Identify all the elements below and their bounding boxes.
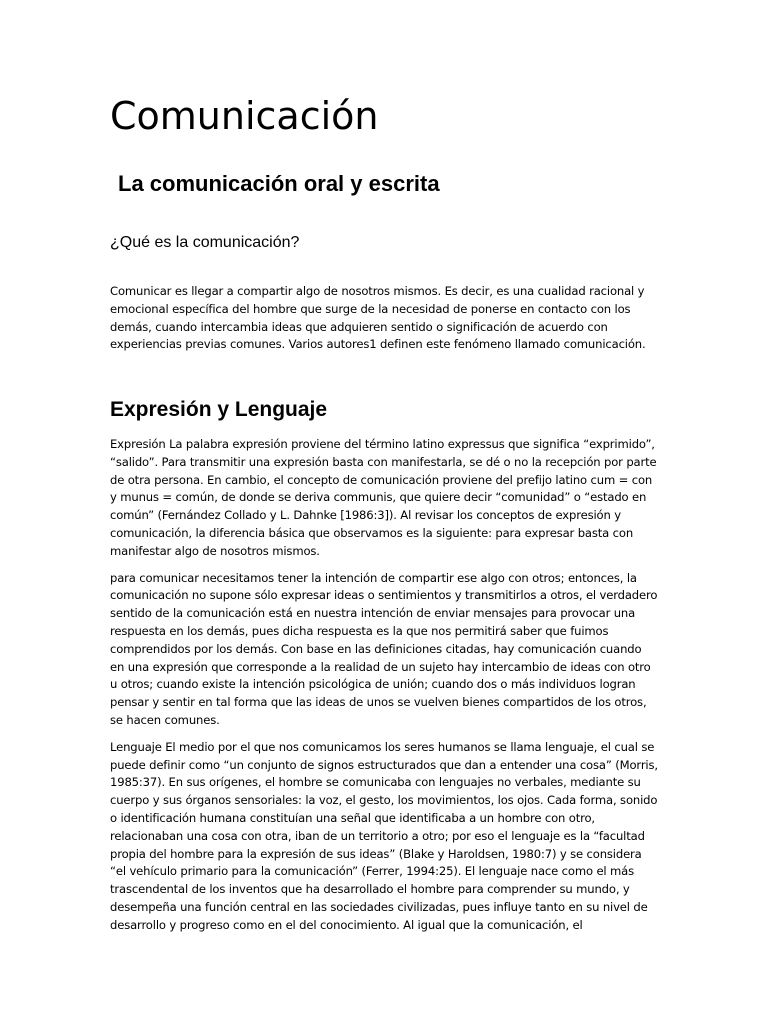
section-question: ¿Qué es la comunicación? bbox=[110, 234, 300, 251]
paragraph-lenguaje: Lenguaje El medio por el que nos comunicamos los seres humanos se llama lenguaje, el cual se puede definir como “un conjunto de signos estructurados que dan a entender una cosa” (Morris, 1985:37). En sus orígenes, el hombre se comunicaba con lenguajes no verbales, mediante su cuerpo y sus órganos sensoriales: la voz, el gesto, los movimientos, los ojos. Cada forma, sonido o identificación humana constituían una señal que identificaba a un hombre con otro, relacionaban una cosa con otra, iban de un territorio a otro; por eso el lenguaje es la “facultad propia del hombre para la expresión de sus ideas” (Blake y Haroldsen, 1980:7) y se considera “el vehículo primario para la comunicación” (Ferrer, 1994:25). El lenguaje nace como el más trascendental de los inventos que ha desarrollado el hombre para comprender su mundo, y desempeña una función central en las sociedades civilizadas, pues influye tanto en su nivel de desarrollo y progreso como en el del conocimiento. Al igual que la comunicación, el bbox=[110, 739, 658, 932]
section-heading-expresion-lenguaje: Expresión y Lenguaje bbox=[110, 398, 328, 421]
paragraph-comunicar: para comunicar necesitamos tener la intención de compartir ese algo con otros; entonces, la comunicación no supone sólo expresar ideas o sentimientos y transmitirlos a otros, el verdadero sentido de la comunicación está en nuestra intención de enviar mensajes para provocar una respuesta en los demás, pues dicha respuesta es la que nos permitirá saber que fuimos comprendidos por los demás. Con base en las definiciones citadas, hay comunicación cuando en una expresión que corresponde a la realidad de un sujeto hay intercambio de ideas con otro u otros; cuando existe la intención psicológica de unión; cuando dos o más individuos logran pensar y sentir en tal forma que las ideas de unos se vuelven bienes compartidos de los otros, se hacen comunes. bbox=[110, 570, 658, 727]
section-body bbox=[110, 436, 658, 944]
document-title: Comunicación bbox=[110, 94, 379, 138]
paragraph-expresion: Expresión La palabra expresión proviene del término latino expressus que significa “exprimido”, “salido”. Para transmitir una expresión basta con manifestarla, se dé o no la recepción por parte de otra persona. En cambio, el concepto de comunicación proviene del prefijo latino cum = con y munus = común, de donde se deriva communis, que quiere decir “comunidad” o “estado en común” (Fernández Collado y L. Dahnke [1986:3]). Al revisar los conceptos de expresión y comunicación, la diferencia básica que observamos es la siguiente: para expresar basta con manifestar algo de nosotros mismos. bbox=[110, 437, 657, 558]
intro-paragraph: Comunicar es llegar a compartir algo de nosotros mismos. Es decir, es una cualidad racional y emocional específica del hombre que surge de la necesidad de ponerse en contacto con los demás, cuando intercambia ideas que adquieren sentido o significación de acuerdo con experiencias previas comunes. Varios autores1 definen este fenómeno llamado comunicación. bbox=[110, 284, 646, 352]
document-subtitle: La comunicación oral y escrita bbox=[118, 171, 440, 196]
